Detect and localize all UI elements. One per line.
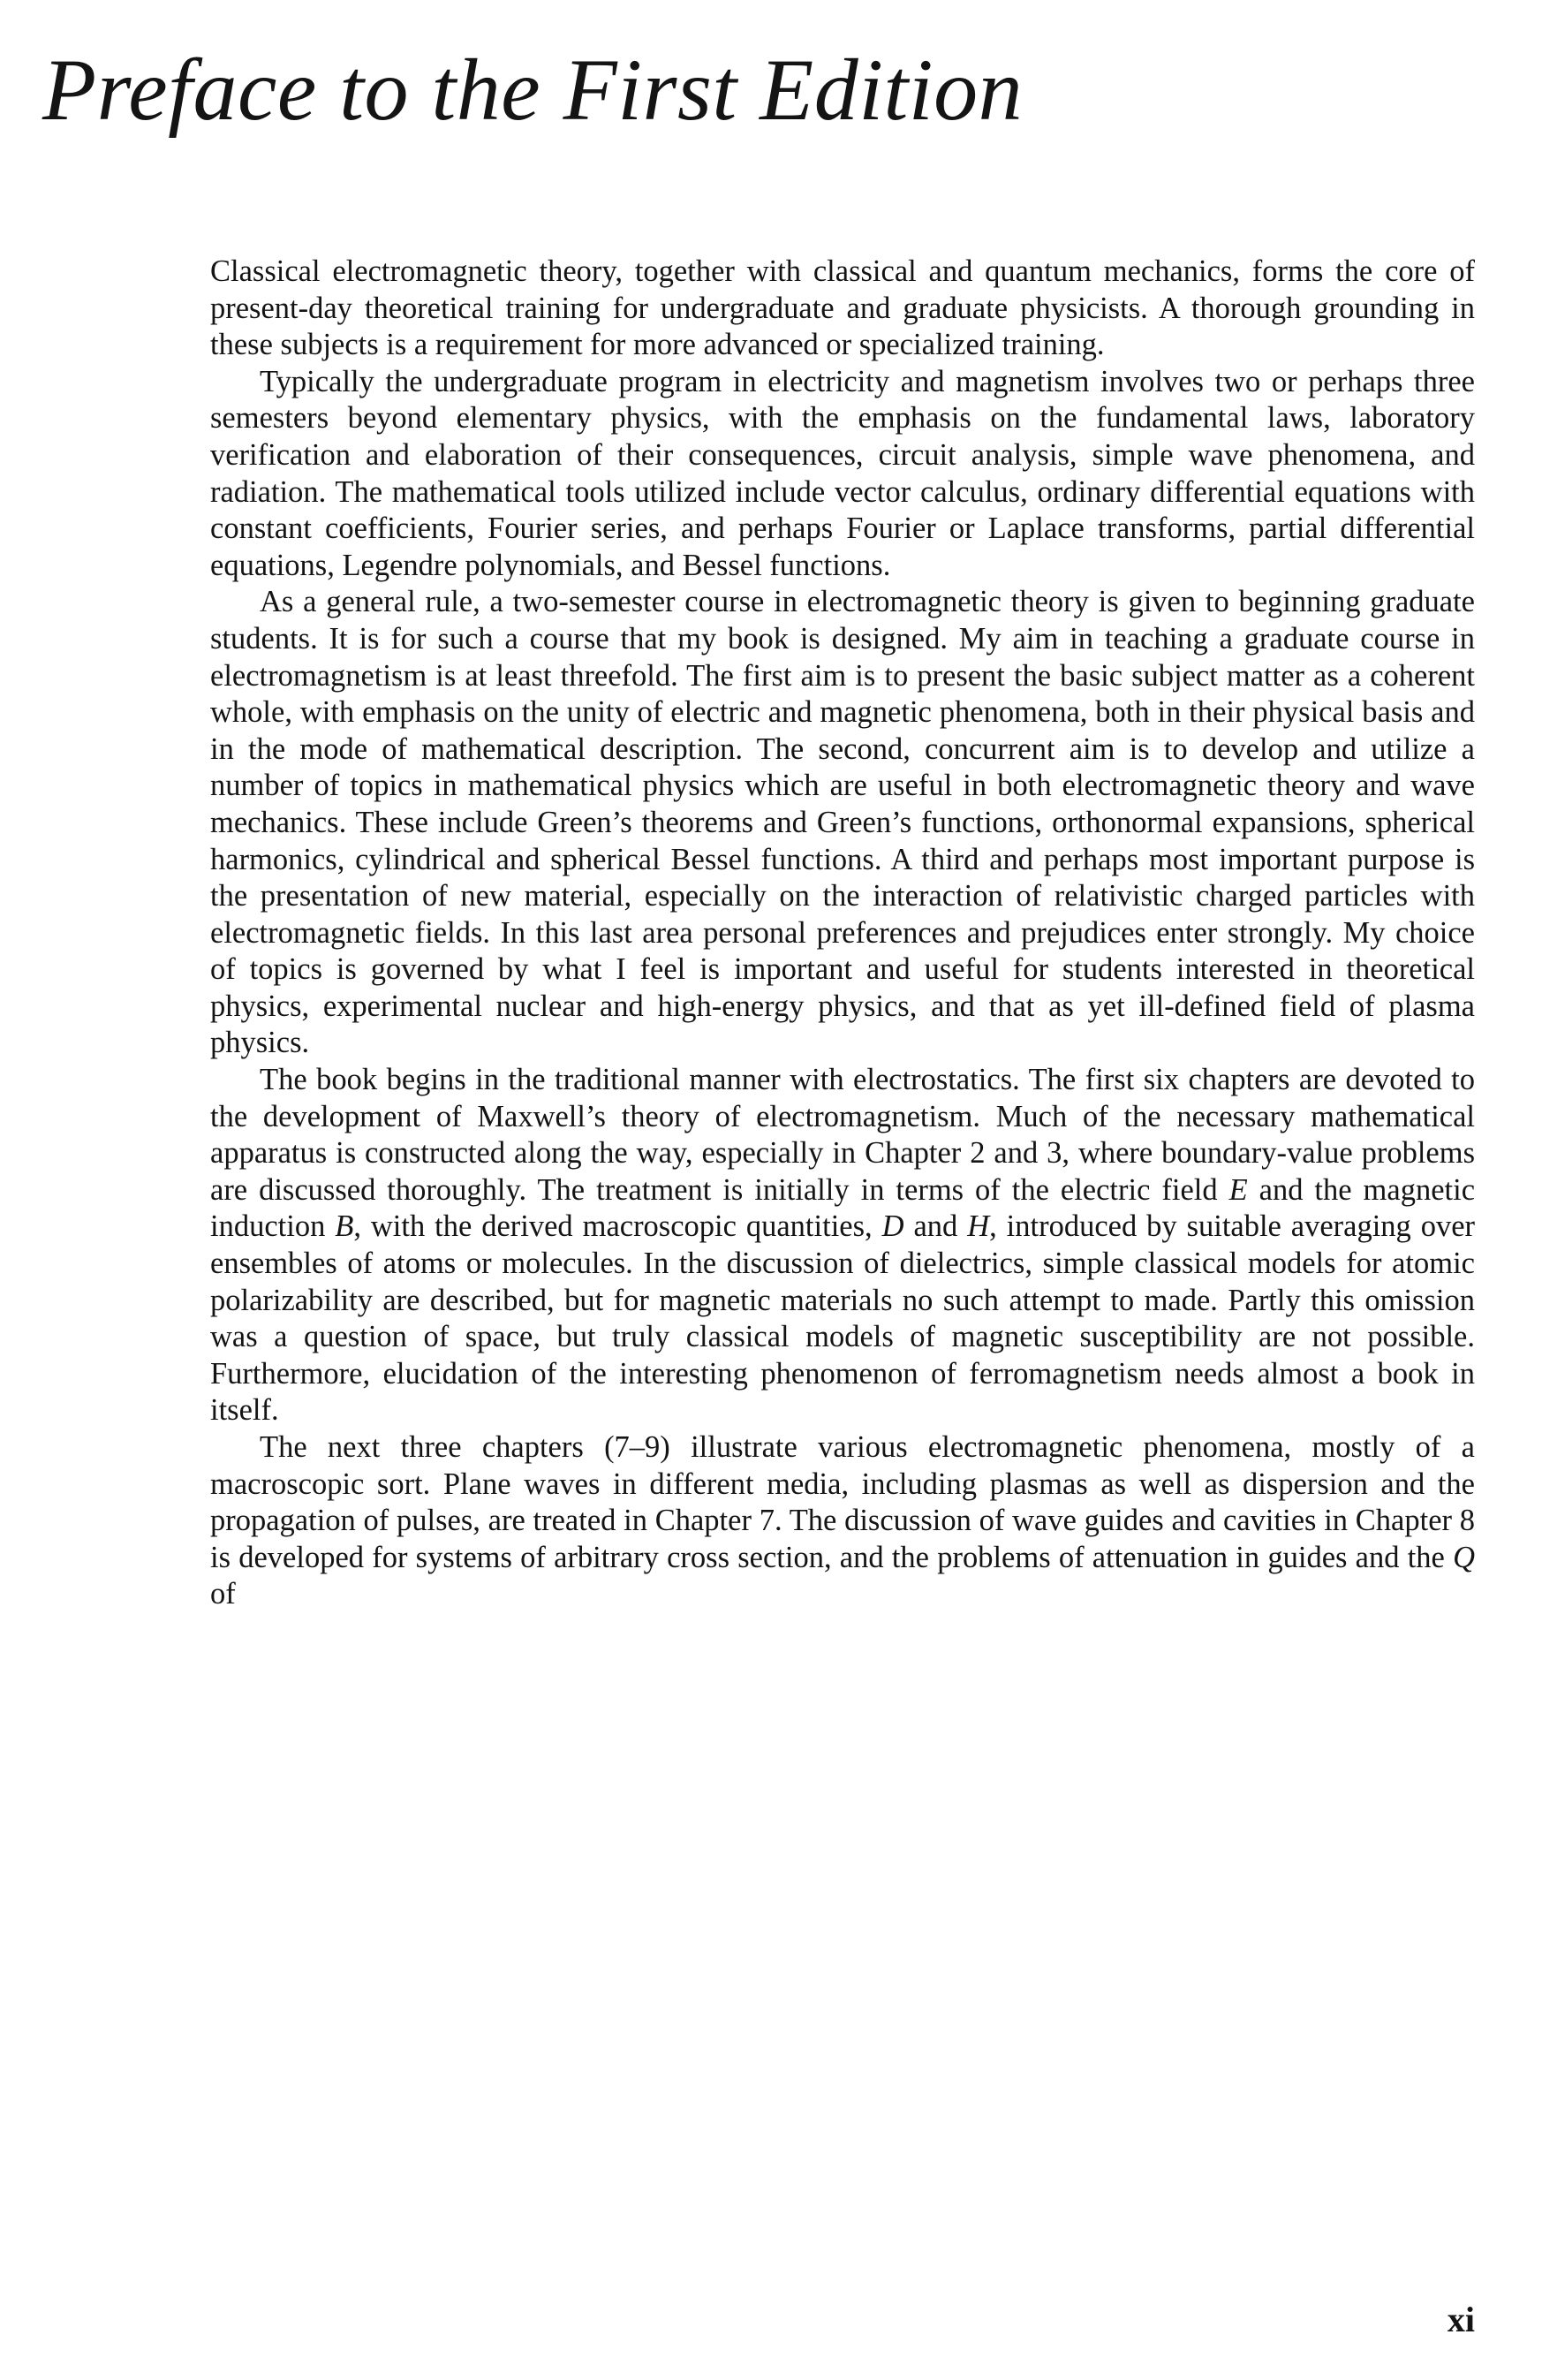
symbol-displacement: D [881,1209,904,1244]
symbol-electric-field: E [1228,1172,1248,1207]
p5-text-1: The next three chapters (7–9) illustrate various electromagnetic phenomena, mostly of a macroscopic sort. Plane waves in different media, including plasmas as well as dispersion and the propagation of pulses, are treated in Chapter 7. The discussion of wave guides and cavities in Chapter 8 is developed for systems of arbitrary cross section, and the problems of attenuation in guides and the [210,1430,1475,1574]
page-number: xi [1447,2300,1475,2339]
p4-text-2: and the magnetic induction [210,1172,1476,1244]
preface-body [210,254,1475,1613]
paragraph-2: Typically the undergraduate program in electricity and magnetism involves two or perhaps three semesters beyond elementary physics, with the emphasis on the fundamental laws, laboratory verification and elaboration of their consequences, circuit analysis, simple wave phenomena, and radiation. The mathematical tools utilized include vector calculus, ordinary differential equations with constant coefficients, Fourier series, and perhaps Fourier or Laplace transforms, partial differential equations, Legendre polynomials, and Bessel functions. [210,364,1475,582]
page-title: Preface to the First Edition [42,41,1024,139]
symbol-quality-factor: Q [1453,1540,1476,1574]
symbol-magnetic-induction: B [335,1209,354,1244]
p4-text-1: The book begins in the traditional manner with electrostatics. The first six chapters are devoted to the development of Maxwell’s theory of electromagnetism. Much of the necessary mathematical apparatus is constructed along the way, especially in Chapter 2 and 3, where boundary-value problems are discussed thoroughly. The treatment is initially in terms of the electric field [210,1063,1475,1207]
paragraph-3: As a general rule, a two-semester course in electromagnetic theory is given to beginning graduate students. It is for such a course that my book is designed. My aim in teaching a graduate course in electromagnetism is at least threefold. The first aim is to present the basic subject matter as a coherent whole, with emphasis on the unity of electric and magnetic phenomena, both in their physical basis and in the mode of mathematical description. The second, concurrent aim is to develop and utilize a number of topics in mathematical physics which are useful in both electromagnetic theory and wave mechanics. These include Green’s theorems and Green’s functions, orthonormal expansions, spherical harmonics, cylindrical and spherical Bessel functions. A third and perhaps most important purpose is the presentation of new material, especially on the interaction of relativistic charged particles with electromagnetic fields. In this last area personal preferences and prejudices enter strongly. My choice of topics is governed by what I feel is important and useful for students interested in theoretical physics, experimental nuclear and high-energy physics, and that as yet ill-defined field of plasma physics. [210,585,1475,1060]
p5-text-2: of [210,1577,236,1611]
paragraph-5 [210,1429,1475,1613]
symbol-magnetic-field: H [967,1209,990,1244]
p4-text-4: and [913,1209,958,1244]
p4-text-5: , introduced by suitable averaging over ensembles of atoms or molecules. In the discussion of dielectrics, simple classical models for atomic polarizability are described, but for magnetic materials no such attempt to made. Partly this omission was a question of space, but truly classical models of magnetic susceptibility are not possible. Furthermore, elucidation of the interesting phenomenon of ferromagnetism needs almost a book in itself. [210,1209,1476,1428]
paragraph-1: Classical electromagnetic theory, together with classical and quantum mechanics, forms the core of present-day theoretical training for undergraduate and graduate physicists. A thorough grounding in these subjects is a requirement for more advanced or specialized training. [210,254,1475,362]
paragraph-4 [210,1062,1475,1429]
p4-text-3: , with the derived macroscopic quantities, [353,1209,873,1244]
